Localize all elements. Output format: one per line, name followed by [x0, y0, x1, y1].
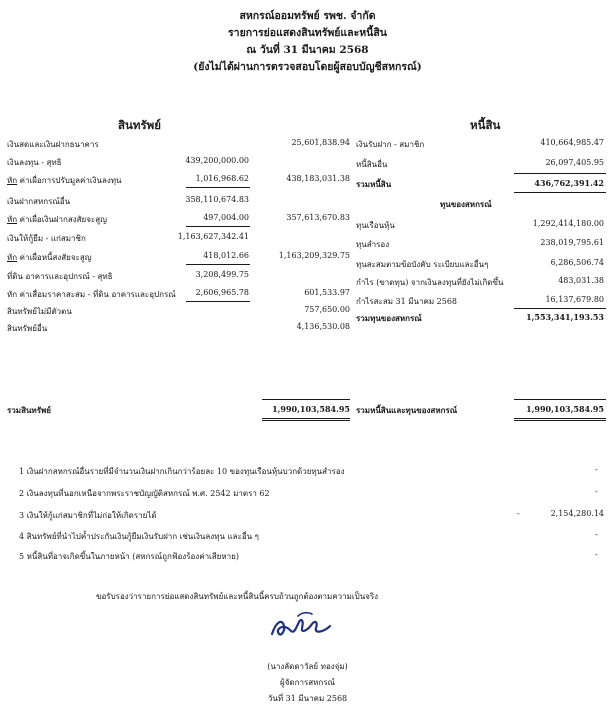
asset-sub-value: 418,012.66: [203, 251, 249, 260]
asset-label: สินทรัพย์อื่น: [7, 324, 48, 333]
asset-sub-value: 1,163,627,342.41: [177, 232, 249, 241]
equity-value: 6,286,506.74: [550, 258, 604, 267]
equity-label: ทุนสำรอง: [356, 240, 390, 249]
subtotal-rule: [186, 187, 250, 188]
liabilities-total-value: 436,762,391.42: [534, 178, 604, 188]
deduct-prefix: หัก: [7, 253, 18, 262]
signer-position: ผู้จัดการสหกรณ์: [280, 678, 335, 687]
grand-total-label: รวมหนี้สินและทุนของสหกรณ์: [356, 405, 458, 415]
asset-label: เงินลงทุน - สุทธิ: [7, 158, 62, 167]
deduct-prefix: หัก: [7, 176, 18, 185]
assets-total-rule-top: [262, 399, 350, 400]
asset-total-value: 4,136,530.08: [296, 322, 350, 331]
equity-heading: ทุนของสหกรณ์: [440, 199, 492, 209]
equity-value: 16,137,679.80: [545, 295, 604, 304]
deduct-prefix: หัก: [7, 215, 18, 224]
asset-total-value: 1,163,209,329.75: [278, 251, 350, 260]
asset-sub-value: 2,606,965.78: [195, 288, 249, 297]
note-value: -: [595, 465, 598, 474]
subtotal-rule: [186, 301, 250, 302]
asset-label: เงินให้กู้ยืม - แก่สมาชิก: [7, 234, 86, 243]
assets-total-rule-double: [262, 420, 350, 421]
liability-label: เงินรับฝาก - สมาชิก: [356, 140, 425, 149]
asset-sub-value: 3,208,499.75: [195, 270, 249, 279]
equity-value: 238,019,795.61: [540, 238, 604, 247]
liability-value: 410,664,985.47: [540, 138, 604, 147]
asset-total-value: 357,613,670.83: [286, 213, 350, 222]
asset-sub-value: 497,004.00: [203, 213, 249, 222]
asset-sub-value: 439,200,000.00: [185, 156, 249, 165]
equity-label: ทุนสะสมตามข้อบังคับ ระเบียบและอื่นๆ: [356, 260, 489, 269]
assets-heading: สินทรัพย์: [118, 118, 161, 132]
asset-label: หัก ค่าเผื่อเงินฝากสงสัยจะสูญ: [7, 215, 107, 224]
signature-image: [268, 608, 338, 644]
equity-value: 483,031.38: [558, 276, 604, 285]
liabilities-heading: หนี้สิน: [470, 118, 501, 132]
note-item: 3 เงินให้กู้แก่สมาชิกที่ไม่ก่อให้เกิดรายได้: [19, 511, 157, 520]
equity-value: 1,292,414,180.00: [532, 219, 604, 228]
equity-rule: [514, 308, 606, 309]
signed-date: วันที่ 31 มีนาคม 2568: [267, 694, 348, 703]
asset-label: หัก ค่าเผื่อหนี้สงสัยจะสูญ: [7, 253, 92, 262]
equity-label: กำไร (ขาดทุน) จากเงินลงทุนที่ยังไม่เกิดขึ้น: [356, 278, 504, 287]
signer-name: (นางลัดดาวัลย์ ทองจุ่ม): [267, 662, 348, 671]
grand-total-rule-bottom: [514, 418, 606, 419]
asset-total-value: 438,183,031.38: [286, 174, 350, 183]
grand-total-rule-top: [514, 399, 606, 400]
asset-label: ที่ดิน อาคารและอุปกรณ์ - สุทธิ: [7, 272, 113, 281]
note-value: -: [595, 487, 598, 496]
asset-total-value: 757,650.00: [304, 305, 350, 314]
report-date: ณ วันที่ 31 มีนาคม 2568: [246, 44, 369, 56]
note-item: 2 เงินลงทุนที่นอกเหนือจากพระราชบัญญัติสหกรณ์ พ.ศ. 2542 มาตรา 62: [19, 489, 270, 498]
equity-label: กำไรสะสม 31 มีนาคม 2568: [356, 297, 458, 306]
liabilities-rule: [514, 192, 606, 193]
org-name: สหกรณ์ออมทรัพย์ รพช. จำกัด: [239, 10, 376, 22]
note-item: 5 หนี้สินที่อาจเกิดขึ้นในภายหน้า (สหกรณ์ถูกฟ้องร้องค่าเสียหาย): [19, 552, 239, 561]
asset-label: เงินฝากสหกรณ์อื่น: [7, 197, 71, 206]
asset-sub-value: 358,110,674.83: [185, 195, 249, 204]
asset-total-value: 601,533.97: [304, 288, 350, 297]
liabilities-total-label: รวมหนี้สิน: [356, 179, 392, 189]
subtotal-rule: [186, 264, 250, 265]
asset-label: เงินสดและเงินฝากธนาคาร: [7, 140, 99, 149]
grand-total-value: 1,990,103,584.95: [526, 404, 604, 414]
equity-total-label: รวมทุนของสหกรณ์: [356, 313, 422, 323]
liabilities-rule: [514, 173, 606, 174]
note-value: -: [595, 530, 598, 539]
audit-note: (ยังไม่ได้ผ่านการตรวจสอบโดยผู้สอบบัญชีสหกรณ์): [193, 61, 422, 73]
note-item: 1 เงินฝากสหกรณ์อื่นรายที่มีจำนวนเงินฝากเกินกว่าร้อยละ 10 ของทุนเรือนหุ้นบวกด้วยทุนสำรอง: [19, 467, 345, 476]
liability-label: หนี้สินอื่น: [356, 160, 388, 169]
assets-total-value: 1,990,103,584.95: [272, 404, 350, 414]
assets-total-rule-bottom: [262, 418, 350, 419]
asset-label: หัก ค่าเผื่อการปรับมูลค่าเงินลงทุน: [7, 176, 122, 185]
assets-total-label: รวมสินทรัพย์: [7, 405, 51, 415]
asset-total-value: 25,601,838.94: [291, 138, 350, 147]
note-item: 4 สินทรัพย์ที่นำไปค้ำประกันเงินกู้ยืมเงินรับฝาก เช่นเงินลงทุน และอื่น ๆ: [19, 532, 259, 541]
subtotal-rule: [186, 226, 250, 227]
liability-value: 26,097,405.95: [545, 158, 604, 167]
asset-label: สินทรัพย์ไม่มีตัวตน: [7, 307, 72, 316]
certification-text: ขอรับรองว่ารายการย่อแสดงสินทรัพย์และหนี้สินนี้ครบถ้วนถูกต้องตามความเป็นจริง: [96, 592, 379, 601]
asset-label: หัก ค่าเสื่อมราคาสะสม - ที่ดิน อาคารและอุปกรณ์: [7, 290, 176, 299]
equity-label: ทุนเรือนหุ้น: [356, 221, 395, 230]
asset-sub-value: 1,016,968.62: [195, 174, 249, 183]
equity-total-value: 1,553,341,193.53: [526, 312, 604, 322]
note-dash: -: [517, 509, 520, 518]
grand-total-rule-double: [514, 420, 606, 421]
note-value: 2,154,280.14: [550, 509, 604, 518]
note-value: -: [595, 550, 598, 559]
report-title: รายการย่อแสดงสินทรัพย์และหนี้สิน: [228, 27, 387, 39]
